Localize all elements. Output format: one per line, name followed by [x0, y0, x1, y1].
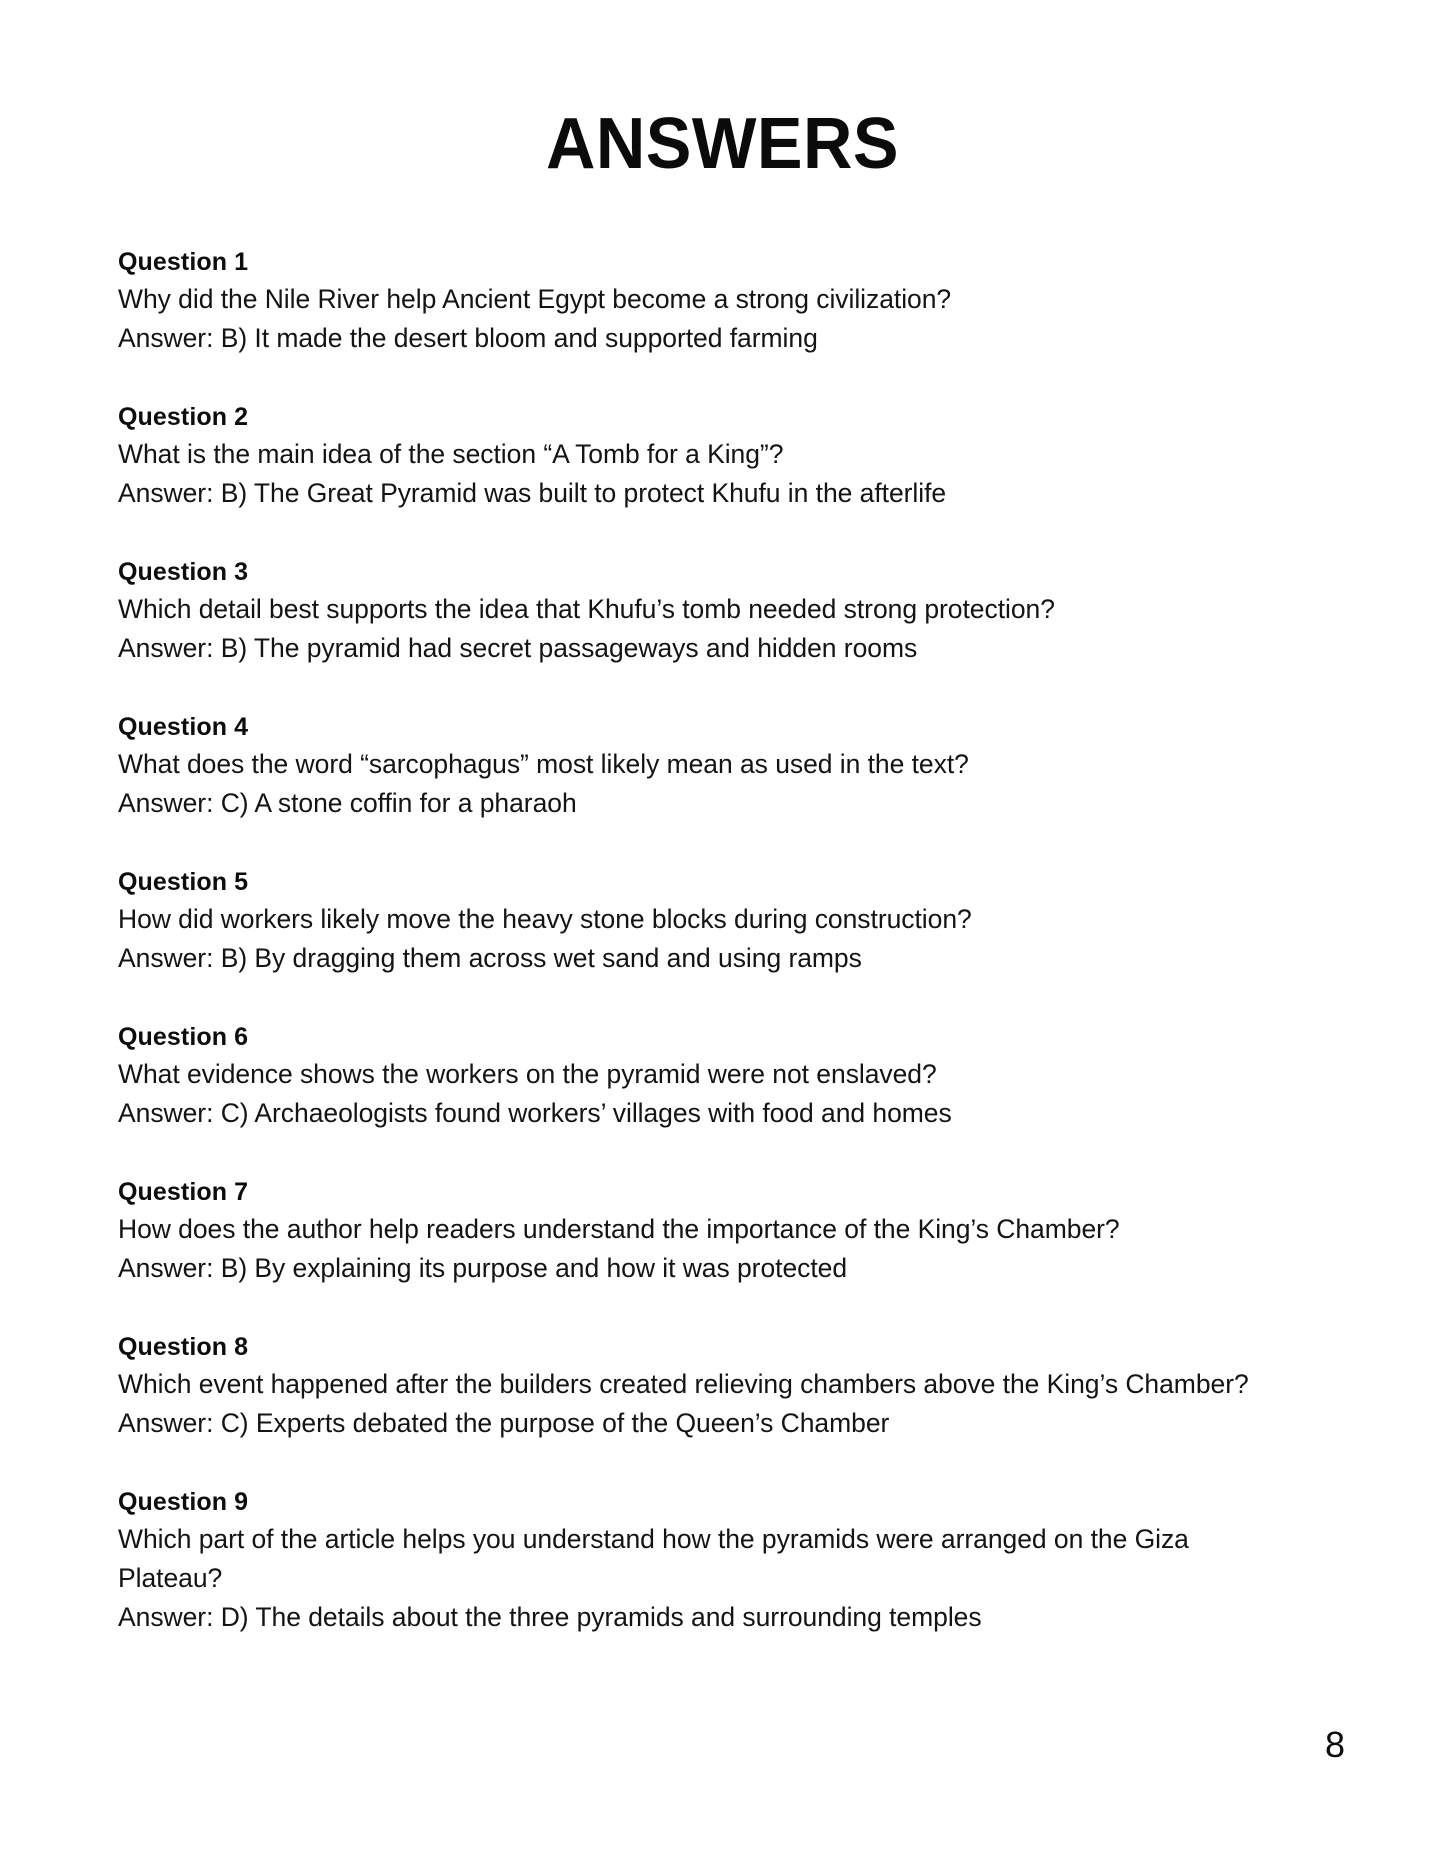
answer-text: Answer: B) The pyramid had secret passageways and hidden rooms — [118, 633, 918, 663]
question-label: Question 3 — [118, 558, 249, 586]
qa-block — [118, 554, 1318, 668]
question-label: Question 4 — [118, 713, 249, 741]
answer-text: Answer: C) A stone coffin for a pharaoh — [118, 788, 577, 818]
answer-text: Answer: C) Archaeologists found workers’ villages with food and homes — [118, 1098, 952, 1128]
question-text: How does the author help readers understand the importance of the King’s Chamber? — [118, 1214, 1120, 1244]
answer-text: Answer: D) The details about the three pyramids and surrounding temples — [118, 1602, 982, 1632]
question-text: Why did the Nile River help Ancient Egypt become a strong civilization? — [118, 284, 952, 314]
question-label: Question 5 — [118, 868, 249, 896]
qa-block — [118, 1329, 1318, 1443]
answer-text: Answer: B) The Great Pyramid was built to protect Khufu in the afterlife — [118, 478, 947, 508]
question-label: Question 1 — [118, 248, 249, 276]
question-text: What evidence shows the workers on the pyramid were not enslaved? — [118, 1059, 937, 1089]
question-text: Which part of the article helps you understand how the pyramids were arranged on the Giza Plateau? — [118, 1524, 1189, 1593]
qa-block — [118, 709, 1318, 823]
answer-text: Answer: B) It made the desert bloom and supported farming — [118, 323, 818, 353]
question-label: Question 2 — [118, 403, 249, 431]
qa-block — [118, 244, 1318, 358]
answers-list — [118, 244, 1318, 1637]
answer-text: Answer: B) By explaining its purpose and how it was protected — [118, 1253, 848, 1283]
question-text: Which detail best supports the idea that Khufu’s tomb needed strong protection? — [118, 594, 1055, 624]
qa-block — [118, 1484, 1318, 1637]
question-text: What does the word “sarcophagus” most likely mean as used in the text? — [118, 749, 969, 779]
answer-text: Answer: B) By dragging them across wet sand and using ramps — [118, 943, 862, 973]
page-title: ANSWERS — [546, 104, 899, 184]
question-text: Which event happened after the builders created relieving chambers above the King’s Chamber? — [118, 1369, 1249, 1399]
page-number: 8 — [1324, 1724, 1345, 1765]
question-text: How did workers likely move the heavy stone blocks during construction? — [118, 904, 972, 934]
qa-block — [118, 864, 1318, 978]
question-label: Question 8 — [118, 1333, 249, 1361]
qa-block — [118, 1174, 1318, 1288]
answer-text: Answer: C) Experts debated the purpose of the Queen’s Chamber — [118, 1408, 890, 1438]
question-label: Question 7 — [118, 1178, 249, 1206]
question-label: Question 6 — [118, 1023, 249, 1051]
question-label: Question 9 — [118, 1488, 249, 1516]
qa-block — [118, 399, 1318, 513]
question-text: What is the main idea of the section “A Tomb for a King”? — [118, 439, 784, 469]
qa-block — [118, 1019, 1318, 1133]
